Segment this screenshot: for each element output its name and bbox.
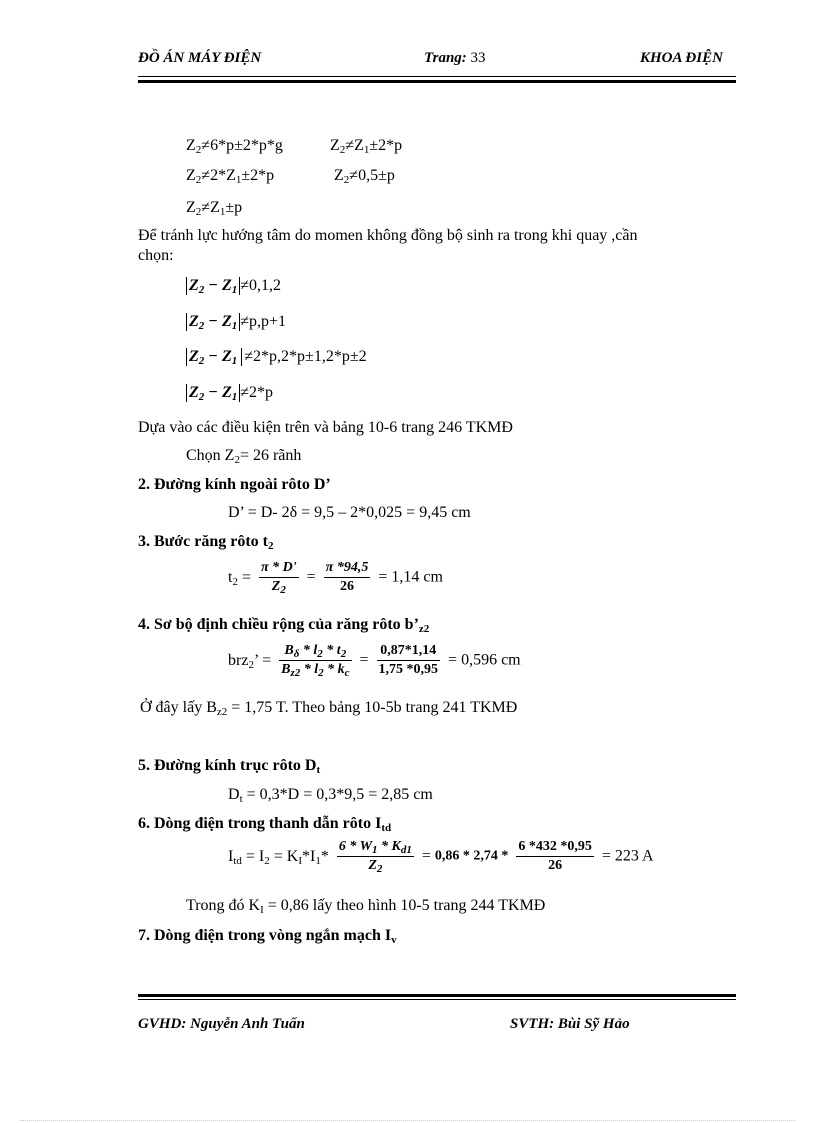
header-left: ĐỒ ÁN MÁY ĐIỆN (138, 50, 262, 66)
section-6-equation: $I_{td} = I_2 = K_I*I_1*$ $\frac{6 * W_1 * K_{d1}}{Z_2}$ = 0,86 * 2,74 * $\frac{6 *432 *0,95}{26}$ = 223 A (228, 839, 654, 875)
header-rule-thin (138, 76, 736, 77)
page-label: Trang: (424, 50, 467, 66)
intro-line-2: chọn: (138, 247, 174, 264)
abs-condition-1: $Z_2 - Z_1 \ne 0,1,2$ (186, 276, 281, 296)
intro-line-1: Để tránh lực hướng tâm do momen không đồng bộ sinh ra trong khi quay ,cần (138, 227, 638, 244)
section-3-equation: $t_2$ = $\frac{\pi * D'}{Z_2}$ = $\frac{\pi *94,5}{26}$ = 1,14 cm (228, 560, 443, 596)
section-2-equation: D’ = D- 2δ = 9,5 – 2*0,025 = 9,45 cm (228, 504, 471, 521)
abs-condition-2: $Z_2 - Z_1 \ne p,p+1$ (186, 312, 286, 332)
based-on-text: Dựa vào các điều kiện trên và bảng 10-6 trang 246 TKMĐ (138, 419, 513, 436)
condition-2a: $Z_2\ne 2*Z_1\pm 2*p$ (186, 167, 275, 186)
page-number: 33 (470, 50, 486, 66)
condition-1a: $Z_2\ne 6*p\pm 2*p*g$ (186, 137, 283, 156)
abs-condition-3: $Z_2 - Z_1 \ne 2*p,2*p\pm 1,2*p\pm 2$ (186, 347, 367, 367)
header-rule-thick (138, 80, 736, 83)
section-5-equation: $D_t = 0,3*D = 0,3*9,5 = 2,85$ cm (228, 786, 433, 805)
section-4-note: Ở đây lấy $B_{z2} = 1,75$ T. Theo bảng 10-5b trang 241 TKMĐ (140, 699, 518, 718)
footer-left: GVHD: Nguyễn Anh Tuấn (138, 1016, 305, 1032)
footer-rule-thick (138, 994, 736, 997)
header-right: KHOA ĐIỆN (640, 50, 723, 66)
section-7-title: 7. Dòng điện trong vòng ngắn mạch $I_v$ (138, 927, 397, 946)
section-5-title: 5. Đường kính trục rôto $D_t$ (138, 757, 321, 776)
choose-z2: Chọn $Z_2= 26$ rãnh (186, 447, 302, 466)
section-6-note: Trong đó $K_I = 0,86$ lấy theo hình 10-5 trang 244 TKMĐ (186, 897, 546, 916)
condition-3: $Z_2\ne Z_1\pm p$ (186, 199, 243, 218)
page-edge-dots (20, 1120, 796, 1121)
page-indicator (424, 50, 486, 67)
section-4-title: 4. Sơ bộ định chiều rộng của răng rôto $b’_{z2}$ (138, 616, 430, 635)
section-3-title: 3. Bước răng rôto $t_2$ (138, 533, 274, 552)
abs-condition-4: $Z_2 - Z_1 \ne 2*p$ (186, 383, 273, 403)
condition-1b: $Z_2\ne Z_1\pm 2*p$ (330, 137, 403, 156)
section-4-equation: brz$_2$’ = $\frac{B_\delta * l_2 * t_2}{B_{z2} * l_2 * k_c}$ = $\frac{0,87*1,14}{1,75 *0,95}$ = 0,596 cm (228, 643, 521, 679)
condition-2b: $Z_2\ne 0,5\pm p$ (334, 167, 395, 186)
footer-rule-thin (138, 999, 736, 1000)
section-6-title: 6. Dòng điện trong thanh dẫn rôto $I_{td}$ (138, 815, 392, 834)
section-2-title: 2. Đường kính ngoài rôto D’ (138, 476, 331, 493)
footer-right: SVTH: Bùi Sỹ Hảo (510, 1016, 630, 1032)
